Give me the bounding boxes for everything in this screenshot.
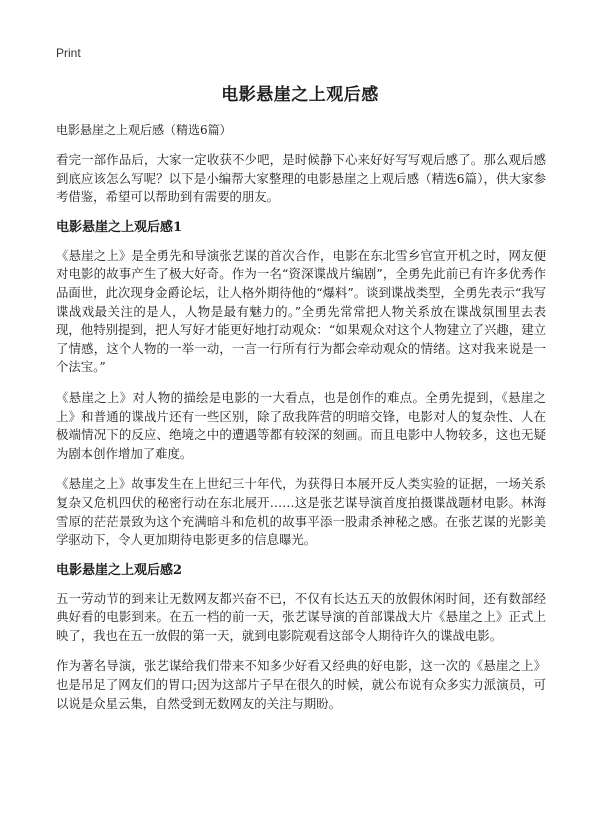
print-link[interactable]: Print bbox=[56, 46, 81, 60]
page-title: 电影悬崖之上观后感 bbox=[221, 85, 379, 105]
section-1-paragraph: 《悬崖之上》故事发生在上世纪三十年代，为获得日本展开反人类实验的证据，一场关系复杂又危机四伏的秘密行动在东北展开……这是张艺谋导演首度拍摄谍战题材电影。林海雪原的茫茫景致为这个充满暗斗和危机的故事平添一股肃杀神秘之感。在张艺谋的光影美学驱动下，令人更加期待电影更多的信息曝光。 bbox=[56, 476, 546, 548]
section-1-paragraph: 《悬崖之上》是全勇先和导演张艺谋的首次合作，电影在东北雪乡官宣开机之时，网友便对电影的故事产生了极大好奇。作为一名“资深谍战片编剧”，全勇先此前已有许多优秀作品面世，此次现身金爵论坛，让人格外期待他的“爆料”。谈到谍战类型，全勇先表示“我写谍战戏最关注的是人，人物是最有魅力的。”全勇先常常把人物关系放在谍战氛围里去表现，他特别提到，把人写好才能更好地打动观众：“如果观众对这个人物建立了兴趣，建立了情感，这个人物的一举一动，一言一行所有行为都会牵动观众的情绪。这对我来说是一个法宝。” bbox=[56, 247, 546, 375]
section-1-paragraph: 《悬崖之上》对人物的描绘是电影的一大看点，也是创作的难点。全勇先提到，《悬崖之上》和普通的谍战片还有一些区别，除了敌我阵营的明暗交锋，电影对人的复杂性、人在极端情况下的反应、绝境之中的遭遇等都有较深的刻画。而且电影中人物较多，这也无疑为剧本创作增加了难度。 bbox=[56, 389, 546, 461]
intro-paragraph: 看完一部作品后，大家一定收获不少吧，是时候静下心来好好写写观后感了。那么观后感到底应该怎么写呢？以下是小编帮大家整理的电影悬崖之上观后感（精选6篇），供大家参考借鉴，希望可以帮助到有需要的朋友。 bbox=[56, 152, 546, 205]
article-body bbox=[56, 151, 546, 725]
section-2-paragraph: 五一劳动节的到来让无数网友都兴奋不已，不仅有长达五天的放假休闲时间，还有数部经典好看的电影到来。在五一档的前一天，张艺谋导演的首部谍战大片《悬崖之上》正式上映了，我也在五一放假的第一天，就到电影院观看这部令人期待许久的谍战电影。 bbox=[56, 590, 546, 643]
section-2-paragraph: 作为著名导演，张艺谋给我们带来不知多少好看又经典的好电影，这一次的《悬崖之上》也是吊足了网友们的胃口;因为这部片子早在很久的时候，就公布说有众多实力派演员，可以说是众星云集，自然受到无数网友的关注与期盼。 bbox=[56, 658, 546, 711]
section-heading-1: 电影悬崖之上观后感1 bbox=[56, 219, 183, 235]
document-subtitle: 电影悬崖之上观后感（精选6篇） bbox=[56, 123, 232, 137]
section-heading-2: 电影悬崖之上观后感2 bbox=[56, 562, 183, 578]
